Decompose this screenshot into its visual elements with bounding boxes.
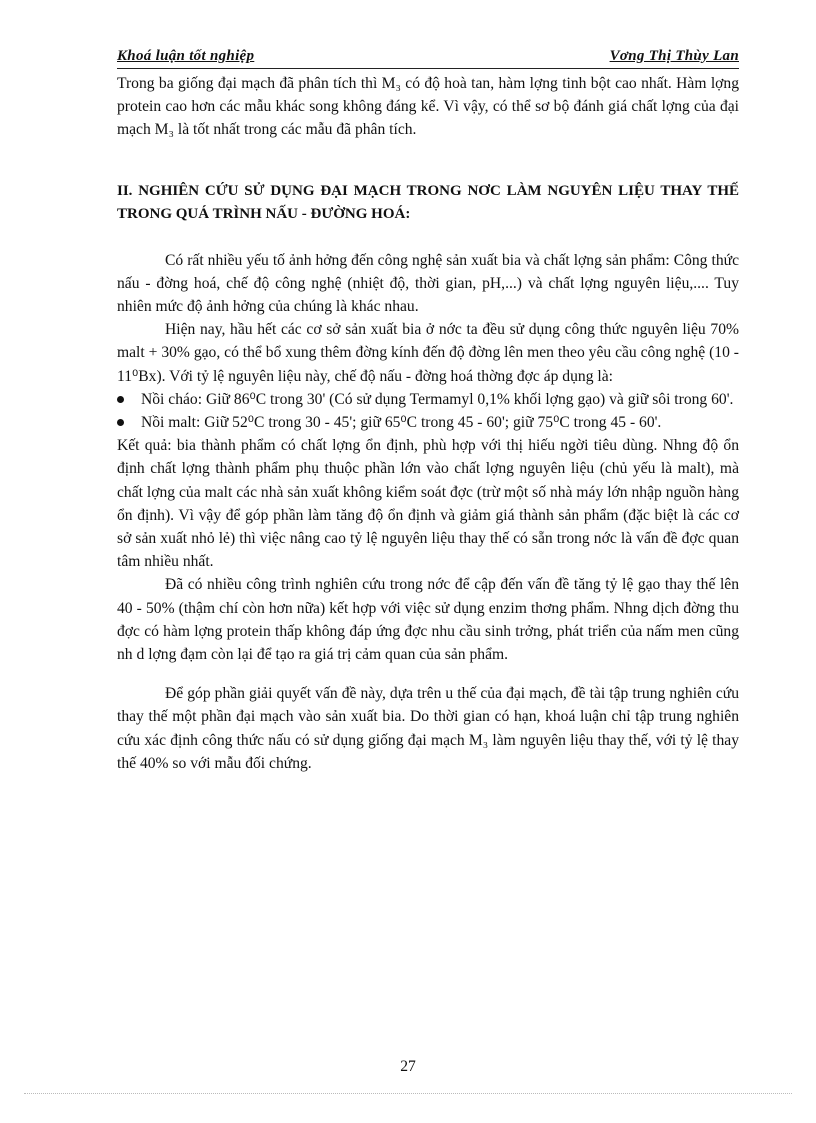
page-body bbox=[117, 72, 739, 775]
section-heading: II. NGHIÊN CỨU SỬ DỤNG ĐẠI MẠCH TRONG NƠC LÀM NGUYÊN LIỆU THAY THẾ TRONG QUÁ TRÌNH NẤU - ĐƯỜNG HOÁ: bbox=[117, 182, 739, 222]
paragraph-summary: Trong ba giống đại mạch đã phân tích thì M₃ có độ hoà tan, hàm lợng tinh bột cao nhất. Hàm lợng protein cao hơn các mẫu khác song không đáng kể. Vì vậy, có thể sơ bộ đánh giá chất lợng của đại mạch M₃ là tốt nhất trong các mẫu đã phân tích. bbox=[117, 75, 739, 139]
header-thesis-title: Khoá luận tốt nghiệp bbox=[117, 48, 255, 64]
header-author-name: Vơng Thị Thùy Lan bbox=[609, 48, 739, 64]
page-header bbox=[117, 46, 739, 69]
paragraph-results: Kết quả: bia thành phẩm có chất lợng ổn định, phù hợp với thị hiếu ngời tiêu dùng. Nhng độ ổn định chất lợng thành phẩm phụ thuộc phần lớn vào chất lợng nguyên liệu (chủ yếu là malt), mà chất lợng của malt các nhà sản xuất không kiểm soát đợc (trừ một số nhà máy lớn nhập nguồn hàng ổn định). Vì vậy để góp phần làm tăng độ ổn định và giảm giá thành sản phẩm (đặc biệt là các cơ sở sản xuất nhỏ lẻ) thì việc nâng cao tỷ lệ nguyên liệu thay thế có sẵn trong nớc là vấn đề đợc quan tâm nhiều nhất. bbox=[117, 437, 739, 571]
page-number: 27 bbox=[400, 1058, 416, 1075]
paragraph-current-practice: Hiện nay, hầu hết các cơ sở sản xuất bia ở nớc ta đều sử dụng công thức nguyên liệu 70% malt + 30% gạo, có thể bổ xung thêm đờng kính đến độ đờng lên men theo yêu cầu công nghệ (10 - 11⁰Bx). Với tỷ lệ nguyên liệu này, chế độ nấu - đờng hoá thờng đợc áp dụng là: bbox=[117, 321, 739, 385]
bullet-icon bbox=[117, 419, 124, 426]
footer-divider bbox=[24, 1093, 792, 1094]
paragraph-objective: Để góp phần giải quyết vấn đề này, dựa trên u thế của đại mạch, đề tài tập trung nghiên cứu thay thế một phần đại mạch vào sản xuất bia. Do thời gian có hạn, khoá luận chỉ tập trung nghiên cứu xác định công thức nấu có sử dụng giống đại mạch M₃ làm nguyên liệu thay thế, với tỷ lệ thay thế 40% so với mẫu đối chứng. bbox=[117, 685, 739, 772]
list-item: Nồi malt: Giữ 52⁰C trong 30 - 45'; giữ 65⁰C trong 45 - 60'; giữ 75⁰C trong 45 - 60'. bbox=[117, 411, 739, 434]
process-list bbox=[117, 388, 739, 434]
bullet-icon bbox=[117, 396, 124, 403]
paragraph-factors: Có rất nhiều yếu tố ảnh hởng đến công nghệ sản xuất bia và chất lợng sản phẩm: Công thức nấu - đờng hoá, chế độ công nghệ (nhiệt độ, thời gian, pH,...) và chất lợng nguyên liệu,.... Tuy nhiên mức độ ảnh hởng của chúng là khác nhau. bbox=[117, 251, 739, 316]
list-item: Nồi cháo: Giữ 86⁰C trong 30' (Có sử dụng Termamyl 0,1% khối lợng gạo) và giữ sôi trong 60'. bbox=[117, 388, 739, 411]
paragraph-research: Đã có nhiều công trình nghiên cứu trong nớc để cập đến vấn đề tăng tỷ lệ gạo thay thế lên 40 - 50% (thậm chí còn hơn nữa) kết hợp với việc sử dụng enzim thơng phẩm. Nhng dịch đờng thu đợc có hàm lợng protein thấp không đáp ứng đợc nhu cầu sinh trởng, phát triển của nấm men cũng nh d lợng đạm còn lại để tạo ra giá trị cảm quan của sản phẩm. bbox=[117, 576, 739, 664]
